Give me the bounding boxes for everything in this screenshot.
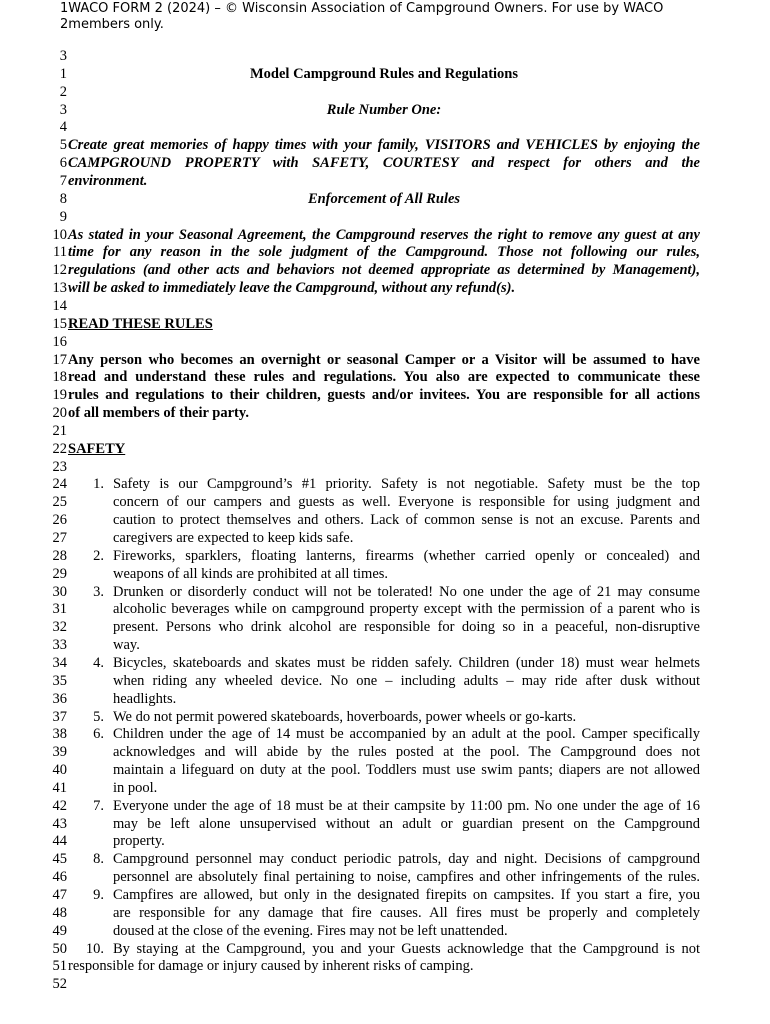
list-item-text: alcoholic beverages while on campground property except with the permission of a parent who is xyxy=(113,601,700,618)
header-line-number: 2 xyxy=(60,17,69,32)
list-item-number: 4. xyxy=(93,654,104,671)
line-number: 23 xyxy=(52,458,67,475)
list-item-text: personnel are absolutely final pertaining to noise, campfires and other infringements of the rules. xyxy=(113,869,700,886)
header-line-1 xyxy=(60,1,720,17)
document-line xyxy=(0,922,770,940)
header-text: WACO FORM 2 (2024) – © Wisconsin Association of Campground Owners. For use by WACO xyxy=(68,1,664,16)
document-line xyxy=(0,261,770,279)
list-item-number: 6. xyxy=(93,726,104,743)
paragraph-text: Create great memories of happy times with your family, VISITORS and VEHICLES by enjoying the xyxy=(68,137,700,154)
list-item-number: 7. xyxy=(93,797,104,814)
list-item-text: Everyone under the age of 18 must be at their campsite by 11:00 pm. No one under the age of 16 xyxy=(113,797,700,814)
line-number: 41 xyxy=(52,779,67,796)
document-line xyxy=(0,600,770,618)
line-number: 28 xyxy=(52,547,67,564)
document-line xyxy=(0,832,770,850)
document-line xyxy=(0,868,770,886)
line-number: 6 xyxy=(59,155,67,172)
paragraph-text: CAMPGROUND PROPERTY with SAFETY, COURTESY and respect for others and the xyxy=(68,155,700,172)
line-number: 25 xyxy=(52,494,67,511)
line-number: 50 xyxy=(52,940,67,957)
line-number: 4 xyxy=(59,119,67,136)
line-number: 3 xyxy=(59,101,67,118)
document-line xyxy=(0,886,770,904)
document-line xyxy=(0,172,770,190)
list-item-number: 2. xyxy=(93,547,104,564)
line-number: 8 xyxy=(59,190,67,207)
line-number: 7 xyxy=(59,173,67,189)
line-number: 38 xyxy=(52,726,67,743)
document-line xyxy=(0,904,770,922)
document-line xyxy=(0,190,770,208)
document-line xyxy=(0,690,770,708)
document-line xyxy=(0,975,770,993)
list-item-text: doused at the close of the evening. Fires may not be left unattended. xyxy=(113,922,508,939)
list-item-number: 1. xyxy=(93,476,104,493)
list-item-text: are responsible for any damage that fire causes. All fires must be properly and completely xyxy=(113,904,700,921)
list-item-text: By staying at the Campground, you and your Guests acknowledge that the Campground is not xyxy=(113,940,700,957)
line-number: 32 xyxy=(52,619,67,636)
document-line xyxy=(0,565,770,583)
document-line xyxy=(0,208,770,226)
paragraph-text: responsible for damage or injury caused by inherent risks of camping. xyxy=(68,958,474,975)
document-line xyxy=(0,743,770,761)
line-number: 43 xyxy=(52,815,67,832)
line-number: 39 xyxy=(52,744,67,761)
document-line xyxy=(0,65,770,83)
paragraph-text: Any person who becomes an overnight or seasonal Camper or a Visitor will be assumed to have xyxy=(68,351,700,368)
header-line-2 xyxy=(60,17,720,33)
line-number: 21 xyxy=(52,422,67,439)
line-number: 20 xyxy=(52,405,67,421)
list-item-text: in pool. xyxy=(113,779,158,796)
document-line xyxy=(0,279,770,297)
line-number: 40 xyxy=(52,762,67,778)
line-number: 52 xyxy=(52,976,67,993)
document-line xyxy=(0,511,770,529)
line-number: 29 xyxy=(52,565,67,582)
line-number: 11 xyxy=(53,244,67,261)
line-number: 19 xyxy=(52,387,67,404)
document-line xyxy=(0,654,770,672)
paragraph-text: Enforcement of All Rules xyxy=(307,190,461,207)
header-text: members only. xyxy=(68,17,164,32)
list-item-text: Fireworks, sparklers, floating lanterns, firearms (whether carried openly or concealed) and xyxy=(113,547,700,564)
document-line xyxy=(0,797,770,815)
paragraph-text: Model Campground Rules and Regulations xyxy=(249,65,519,82)
document-line xyxy=(0,136,770,154)
document-line xyxy=(0,83,770,101)
list-item-number: 8. xyxy=(93,851,104,868)
document-line xyxy=(0,547,770,565)
line-number: 51 xyxy=(52,958,67,975)
line-number: 18 xyxy=(52,369,67,386)
line-number: 35 xyxy=(52,672,67,689)
list-item-number: 3. xyxy=(93,583,104,600)
list-item-number: 10. xyxy=(85,940,104,957)
line-number: 46 xyxy=(52,869,67,886)
paragraph-text: rules and regulations to their children, guests and/or invitees. You are responsible for all actions xyxy=(68,387,700,404)
line-number: 27 xyxy=(52,530,67,546)
list-item-text: acknowledges and will abide by the rules posted at the pool. The Campground does not xyxy=(113,744,700,761)
line-number: 48 xyxy=(52,904,67,921)
document-line xyxy=(0,440,770,458)
line-number: 42 xyxy=(52,797,67,814)
line-number: 10 xyxy=(52,226,67,243)
document-line xyxy=(0,118,770,136)
line-number: 15 xyxy=(52,315,67,332)
line-number: 2 xyxy=(59,83,67,100)
list-item-text: headlights. xyxy=(113,690,177,707)
line-number: 45 xyxy=(52,851,67,868)
list-item-text: Safety is our Campground’s #1 priority. Safety is not negotiable. Safety must be the top xyxy=(113,476,700,493)
list-item-text: may be left alone unsupervised without an adult or guardian present on the Campground xyxy=(113,815,700,832)
paragraph-text: As stated in your Seasonal Agreement, the Campground reserves the right to remove any guest at any xyxy=(68,226,700,243)
list-item-number: 9. xyxy=(93,887,104,903)
list-item-text: Campfires are allowed, but only in the designated firepits on campsites. If you start a fire, you xyxy=(113,887,700,903)
list-item-text: property. xyxy=(113,833,165,850)
document-line xyxy=(0,725,770,743)
document-line xyxy=(0,940,770,958)
line-number: 5 xyxy=(59,137,67,154)
line-number: 47 xyxy=(52,887,67,903)
document-line xyxy=(0,850,770,868)
document-line xyxy=(0,243,770,261)
paragraph-text: will be asked to immediately leave the Campground, without any refund(s). xyxy=(68,280,516,297)
document-line xyxy=(0,47,770,65)
line-number: 31 xyxy=(52,601,67,618)
line-number: 14 xyxy=(52,297,67,314)
line-number: 37 xyxy=(52,708,67,725)
list-item-text: caregivers are expected to keep kids safe. xyxy=(113,530,354,546)
line-number: 22 xyxy=(52,440,67,457)
document-line xyxy=(0,368,770,386)
paragraph-text: time for any reason in the sole judgment of the Campground. Those not following our rules, xyxy=(68,244,700,261)
document-line xyxy=(0,297,770,315)
list-item-text: Bicycles, skateboards and skates must be ridden safely. Children (under 18) must wear helmets xyxy=(113,654,700,671)
line-number: 33 xyxy=(52,637,67,654)
paragraph-text: SAFETY xyxy=(68,440,126,457)
document-line xyxy=(0,226,770,244)
paragraph-text: READ THESE RULES xyxy=(68,315,213,332)
document-line xyxy=(0,779,770,797)
paragraph-text: Rule Number One: xyxy=(326,101,442,118)
line-number: 44 xyxy=(52,833,67,850)
list-item-text: Campground personnel may conduct periodic patrols, day and night. Decisions of campground xyxy=(113,851,700,868)
list-item-text: caution to protect themselves and others. Lack of common sense is not an excuse. Parents and xyxy=(113,512,700,529)
document-line xyxy=(0,422,770,440)
list-item-text: Drunken or disorderly conduct will not be tolerated! No one under the age of 21 may consume xyxy=(113,583,700,600)
line-number: 1 xyxy=(59,65,67,82)
line-number: 9 xyxy=(59,208,67,225)
list-item-text: when riding any wheeled device. No one – including adults – may ride after dusk without xyxy=(113,672,700,689)
document-line xyxy=(0,458,770,476)
line-number: 3 xyxy=(59,48,67,64)
line-number: 34 xyxy=(52,654,67,671)
document-header xyxy=(60,1,720,33)
document-line xyxy=(0,333,770,351)
document-line xyxy=(0,815,770,833)
list-item-text: maintain a lifeguard on duty at the pool. Toddlers must use swim pants; diapers are not allowed xyxy=(113,762,700,778)
list-item-text: Children under the age of 14 must be accompanied by an adult at the pool. Camper specifically xyxy=(113,726,700,743)
list-item-text: concern of our campers and guests as well. Everyone is responsible for using judgment and xyxy=(113,494,700,511)
header-line-number: 1 xyxy=(60,1,69,16)
document-line xyxy=(0,386,770,404)
line-number: 49 xyxy=(52,922,67,939)
line-number: 30 xyxy=(52,583,67,600)
list-item-text: present. Persons who drink alcohol are responsible for doing so in a peaceful, non-disruptive xyxy=(113,619,700,636)
document-line xyxy=(0,708,770,726)
paragraph-text: regulations (and other acts and behaviors not deemed appropriate as determined by Management), xyxy=(68,262,700,279)
list-item-text: We do not permit powered skateboards, hoverboards, power wheels or go-karts. xyxy=(113,708,577,725)
document-line xyxy=(0,351,770,369)
line-number: 17 xyxy=(52,351,67,368)
paragraph-text: environment. xyxy=(68,173,148,189)
document-line xyxy=(0,636,770,654)
document-line xyxy=(0,154,770,172)
document-line xyxy=(0,672,770,690)
line-number: 16 xyxy=(52,333,67,350)
document-line xyxy=(0,404,770,422)
document-line xyxy=(0,583,770,601)
line-number: 24 xyxy=(52,476,67,493)
document-line xyxy=(0,957,770,975)
line-number: 36 xyxy=(52,690,67,707)
document-line xyxy=(0,101,770,119)
document-line xyxy=(0,761,770,779)
line-number: 13 xyxy=(52,280,67,297)
document-line xyxy=(0,618,770,636)
line-number: 12 xyxy=(52,262,67,279)
list-item-text: way. xyxy=(113,637,140,654)
document-line xyxy=(0,315,770,333)
list-item-text: weapons of all kinds are prohibited at all times. xyxy=(113,565,389,582)
document-line xyxy=(0,529,770,547)
line-number: 26 xyxy=(52,512,67,529)
document-line xyxy=(0,493,770,511)
paragraph-text: read and understand these rules and regulations. You also are expected to communicate these xyxy=(68,369,700,386)
list-item-number: 5. xyxy=(93,708,104,725)
paragraph-text: of all members of their party. xyxy=(68,405,249,421)
document-line xyxy=(0,475,770,493)
